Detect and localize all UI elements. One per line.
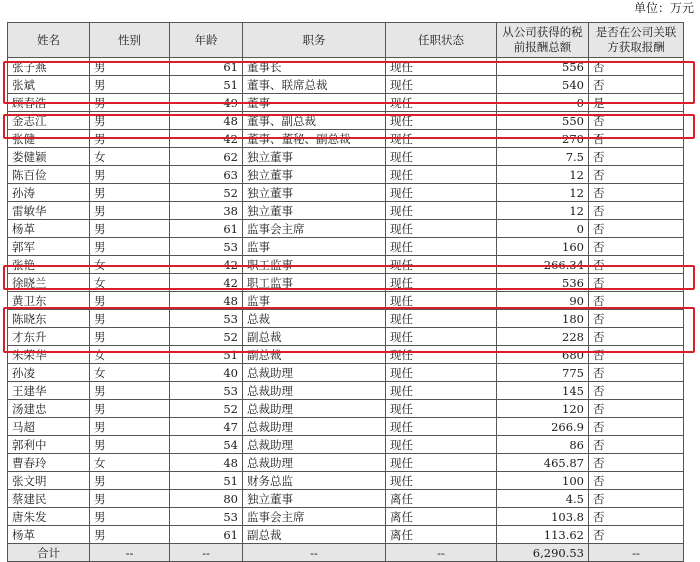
cell-pay: 270: [497, 130, 589, 148]
cell-gender: 男: [90, 58, 170, 76]
cell-name: 顾春浩: [8, 94, 90, 112]
cell-name: 蔡建民: [8, 490, 90, 508]
cell-gender: 男: [90, 130, 170, 148]
cell-title: 总裁助理: [243, 418, 386, 436]
cell-name: 雷敏华: [8, 202, 90, 220]
cell-gender: 男: [90, 508, 170, 526]
cell-status: 现任: [386, 400, 497, 418]
cell-title: 总裁助理: [243, 436, 386, 454]
cell-pay: 540: [497, 76, 589, 94]
cell-name: 娄健颖: [8, 148, 90, 166]
cell-name: 马超: [8, 418, 90, 436]
cell-age: 49: [170, 94, 243, 112]
cell-related: 否: [589, 490, 684, 508]
cell-gender: 男: [90, 202, 170, 220]
cell-name: 杨革: [8, 220, 90, 238]
cell-related: 否: [589, 58, 684, 76]
total-related: --: [589, 544, 684, 562]
table-row: [8, 220, 684, 238]
cell-title: 监事: [243, 292, 386, 310]
cell-pay: 465.87: [497, 454, 589, 472]
cell-related: 否: [589, 292, 684, 310]
cell-related: 否: [589, 220, 684, 238]
cell-related: 否: [589, 346, 684, 364]
cell-gender: 男: [90, 490, 170, 508]
cell-related: 否: [589, 454, 684, 472]
cell-pay: 180: [497, 310, 589, 328]
cell-name: 黄卫东: [8, 292, 90, 310]
cell-age: 53: [170, 508, 243, 526]
cell-pay: 0: [497, 220, 589, 238]
cell-gender: 男: [90, 238, 170, 256]
cell-pay: 680: [497, 346, 589, 364]
cell-title: 董事、联席总裁: [243, 76, 386, 94]
cell-gender: 男: [90, 310, 170, 328]
cell-name: 唐朱发: [8, 508, 90, 526]
cell-age: 52: [170, 184, 243, 202]
cell-age: 40: [170, 364, 243, 382]
cell-title: 财务总监: [243, 472, 386, 490]
table-row: [8, 364, 684, 382]
cell-related: 否: [589, 328, 684, 346]
cell-age: 52: [170, 400, 243, 418]
cell-age: 52: [170, 328, 243, 346]
header-age: 年龄: [170, 23, 243, 58]
cell-pay: 120: [497, 400, 589, 418]
total-pay: 6,290.53: [497, 544, 589, 562]
cell-pay: 12: [497, 184, 589, 202]
cell-related: 否: [589, 184, 684, 202]
cell-gender: 男: [90, 526, 170, 544]
cell-pay: 86: [497, 436, 589, 454]
cell-title: 监事: [243, 238, 386, 256]
cell-related: 否: [589, 130, 684, 148]
cell-status: 现任: [386, 274, 497, 292]
cell-related: 否: [589, 238, 684, 256]
cell-pay: 266.34: [497, 256, 589, 274]
cell-title: 职工监事: [243, 274, 386, 292]
cell-status: 现任: [386, 382, 497, 400]
cell-age: 80: [170, 490, 243, 508]
cell-status: 现任: [386, 328, 497, 346]
cell-pay: 145: [497, 382, 589, 400]
table-row: [8, 400, 684, 418]
table-row: [8, 490, 684, 508]
cell-pay: 160: [497, 238, 589, 256]
cell-age: 42: [170, 256, 243, 274]
cell-pay: 12: [497, 166, 589, 184]
cell-pay: 4.5: [497, 490, 589, 508]
cell-status: 现任: [386, 112, 497, 130]
cell-age: 48: [170, 454, 243, 472]
table-row: [8, 508, 684, 526]
total-label: 合计: [8, 544, 90, 562]
cell-age: 42: [170, 274, 243, 292]
cell-pay: 266.9: [497, 418, 589, 436]
cell-age: 62: [170, 148, 243, 166]
cell-related: 否: [589, 418, 684, 436]
cell-name: 张文明: [8, 472, 90, 490]
cell-status: 离任: [386, 490, 497, 508]
table-row: [8, 112, 684, 130]
table-header-row: [8, 23, 684, 58]
cell-pay: 0: [497, 94, 589, 112]
cell-age: 51: [170, 76, 243, 94]
cell-gender: 男: [90, 292, 170, 310]
table-row: [8, 130, 684, 148]
cell-age: 48: [170, 112, 243, 130]
cell-status: 现任: [386, 310, 497, 328]
header-related: 是否在公司关联方获取报酬: [589, 23, 684, 58]
table-row: [8, 292, 684, 310]
cell-gender: 女: [90, 454, 170, 472]
cell-status: 现任: [386, 256, 497, 274]
table-row: [8, 328, 684, 346]
cell-related: 否: [589, 508, 684, 526]
cell-name: 张子燕: [8, 58, 90, 76]
cell-gender: 男: [90, 94, 170, 112]
cell-title: 总裁助理: [243, 364, 386, 382]
cell-title: 职工监事: [243, 256, 386, 274]
cell-gender: 男: [90, 328, 170, 346]
table-row: [8, 202, 684, 220]
total-gender: --: [90, 544, 170, 562]
cell-status: 现任: [386, 148, 497, 166]
cell-gender: 男: [90, 112, 170, 130]
cell-related: 否: [589, 256, 684, 274]
compensation-table: [7, 22, 684, 562]
cell-gender: 男: [90, 220, 170, 238]
cell-age: 53: [170, 310, 243, 328]
cell-title: 独立董事: [243, 148, 386, 166]
cell-title: 董事: [243, 94, 386, 112]
cell-status: 现任: [386, 76, 497, 94]
total-row: [8, 544, 684, 562]
cell-status: 离任: [386, 526, 497, 544]
cell-gender: 男: [90, 418, 170, 436]
cell-status: 现任: [386, 166, 497, 184]
table-row: [8, 526, 684, 544]
cell-gender: 女: [90, 256, 170, 274]
cell-title: 副总裁: [243, 526, 386, 544]
table-row: [8, 418, 684, 436]
cell-status: 现任: [386, 454, 497, 472]
cell-status: 现任: [386, 292, 497, 310]
cell-age: 38: [170, 202, 243, 220]
cell-name: 张健: [8, 130, 90, 148]
cell-pay: 113.62: [497, 526, 589, 544]
cell-name: 郭利中: [8, 436, 90, 454]
table-row: [8, 472, 684, 490]
cell-title: 董事、董秘、副总裁: [243, 130, 386, 148]
cell-gender: 男: [90, 166, 170, 184]
cell-age: 53: [170, 238, 243, 256]
cell-title: 监事会主席: [243, 508, 386, 526]
cell-title: 副总裁: [243, 346, 386, 364]
cell-gender: 女: [90, 364, 170, 382]
cell-name: 王建华: [8, 382, 90, 400]
cell-name: 孙涛: [8, 184, 90, 202]
cell-status: 现任: [386, 130, 497, 148]
cell-name: 陈百俭: [8, 166, 90, 184]
cell-related: 否: [589, 364, 684, 382]
cell-gender: 女: [90, 274, 170, 292]
cell-related: 否: [589, 112, 684, 130]
cell-age: 61: [170, 526, 243, 544]
cell-name: 郭军: [8, 238, 90, 256]
cell-name: 徐晓兰: [8, 274, 90, 292]
cell-title: 独立董事: [243, 166, 386, 184]
cell-pay: 775: [497, 364, 589, 382]
cell-related: 否: [589, 148, 684, 166]
cell-name: 才东升: [8, 328, 90, 346]
cell-status: 现任: [386, 58, 497, 76]
table-row: [8, 274, 684, 292]
cell-age: 61: [170, 58, 243, 76]
cell-name: 汤建忠: [8, 400, 90, 418]
cell-pay: 550: [497, 112, 589, 130]
header-name: 姓名: [8, 23, 90, 58]
table-row: [8, 454, 684, 472]
cell-age: 53: [170, 382, 243, 400]
cell-gender: 男: [90, 436, 170, 454]
table-row: [8, 94, 684, 112]
cell-pay: 7.5: [497, 148, 589, 166]
cell-related: 否: [589, 76, 684, 94]
cell-title: 董事、副总裁: [243, 112, 386, 130]
cell-age: 61: [170, 220, 243, 238]
cell-status: 现任: [386, 346, 497, 364]
cell-gender: 女: [90, 148, 170, 166]
cell-gender: 男: [90, 472, 170, 490]
table-row: [8, 238, 684, 256]
cell-age: 51: [170, 346, 243, 364]
cell-name: 金志江: [8, 112, 90, 130]
cell-related: 否: [589, 382, 684, 400]
cell-name: 朱荣华: [8, 346, 90, 364]
table-row: [8, 58, 684, 76]
cell-status: 现任: [386, 184, 497, 202]
cell-name: 孙凌: [8, 364, 90, 382]
cell-title: 总裁助理: [243, 400, 386, 418]
cell-title: 监事会主席: [243, 220, 386, 238]
cell-pay: 103.8: [497, 508, 589, 526]
cell-status: 现任: [386, 94, 497, 112]
cell-status: 现任: [386, 202, 497, 220]
cell-related: 否: [589, 436, 684, 454]
cell-title: 独立董事: [243, 202, 386, 220]
cell-related: 否: [589, 274, 684, 292]
cell-age: 48: [170, 292, 243, 310]
cell-pay: 12: [497, 202, 589, 220]
cell-age: 51: [170, 472, 243, 490]
cell-title: 副总裁: [243, 328, 386, 346]
table-body: [8, 58, 684, 544]
cell-related: 否: [589, 202, 684, 220]
cell-gender: 男: [90, 76, 170, 94]
cell-age: 47: [170, 418, 243, 436]
cell-status: 现任: [386, 364, 497, 382]
cell-pay: 90: [497, 292, 589, 310]
table-row: [8, 436, 684, 454]
cell-pay: 536: [497, 274, 589, 292]
header-title: 职务: [243, 23, 386, 58]
cell-gender: 男: [90, 184, 170, 202]
unit-label: 单位：万元: [633, 1, 694, 15]
cell-related: 否: [589, 166, 684, 184]
table-row: [8, 256, 684, 274]
cell-age: 54: [170, 436, 243, 454]
cell-title: 总裁: [243, 310, 386, 328]
table-row: [8, 346, 684, 364]
table-row: [8, 382, 684, 400]
cell-related: 否: [589, 526, 684, 544]
cell-gender: 女: [90, 346, 170, 364]
cell-status: 离任: [386, 508, 497, 526]
cell-title: 独立董事: [243, 490, 386, 508]
cell-title: 独立董事: [243, 184, 386, 202]
table-row: [8, 310, 684, 328]
header-status: 任职状态: [386, 23, 497, 58]
cell-pay: 100: [497, 472, 589, 490]
cell-name: 陈晓东: [8, 310, 90, 328]
table-row: [8, 148, 684, 166]
header-pay: 从公司获得的税前报酬总额: [497, 23, 589, 58]
total-age: --: [170, 544, 243, 562]
cell-related: 是: [589, 94, 684, 112]
cell-status: 现任: [386, 436, 497, 454]
cell-age: 42: [170, 130, 243, 148]
cell-age: 63: [170, 166, 243, 184]
total-title: --: [243, 544, 386, 562]
total-status: --: [386, 544, 497, 562]
cell-gender: 男: [90, 382, 170, 400]
cell-title: 总裁助理: [243, 454, 386, 472]
header-gender: 性别: [90, 23, 170, 58]
cell-gender: 男: [90, 400, 170, 418]
cell-related: 否: [589, 400, 684, 418]
cell-related: 否: [589, 472, 684, 490]
cell-name: 张斌: [8, 76, 90, 94]
cell-pay: 228: [497, 328, 589, 346]
cell-status: 现任: [386, 220, 497, 238]
cell-status: 现任: [386, 238, 497, 256]
cell-status: 现任: [386, 418, 497, 436]
cell-name: 曹春玲: [8, 454, 90, 472]
cell-title: 董事长: [243, 58, 386, 76]
cell-name: 张艳: [8, 256, 90, 274]
table-row: [8, 166, 684, 184]
cell-pay: 556: [497, 58, 589, 76]
table-row: [8, 76, 684, 94]
cell-related: 否: [589, 310, 684, 328]
cell-title: 总裁助理: [243, 382, 386, 400]
cell-status: 现任: [386, 472, 497, 490]
cell-name: 杨革: [8, 526, 90, 544]
table-row: [8, 184, 684, 202]
